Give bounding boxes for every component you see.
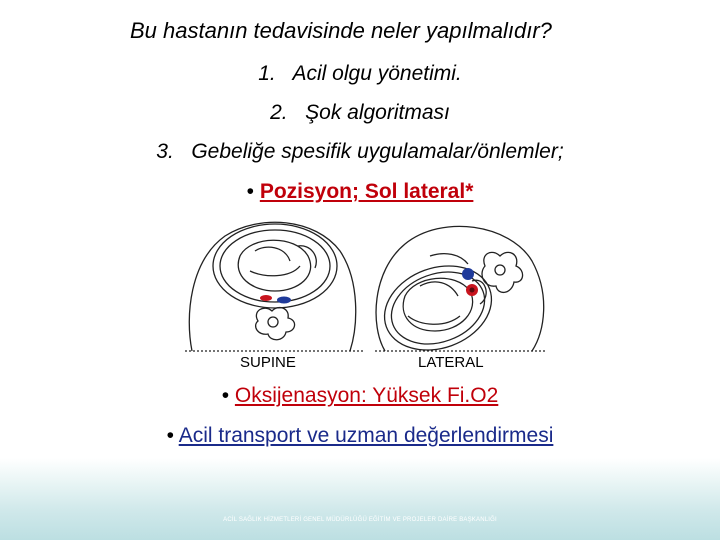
- list-item-1-number: 1.: [258, 62, 276, 85]
- bullet-oxygenation-text: Oksijenasyon: Yüksek Fi.O2: [234, 384, 499, 407]
- list-item-2-number: 2.: [270, 101, 288, 124]
- figure-label-lateral: LATERAL: [418, 354, 484, 371]
- lateral-aorta: [462, 268, 474, 280]
- bullet-symbol: •: [221, 384, 230, 407]
- footer-band: [0, 458, 720, 540]
- supine-body-outline: [189, 222, 355, 351]
- supine-vena-cava: [260, 295, 272, 301]
- list-item-2: [0, 101, 720, 125]
- supine-lateral-illustration: [180, 216, 550, 374]
- list-item-1: [0, 62, 720, 86]
- list-item-3-number: 3.: [156, 140, 174, 163]
- bullet-transport: [0, 424, 720, 448]
- list-item-3: [0, 140, 720, 164]
- supine-spine: [256, 307, 295, 339]
- bullet-symbol: •: [166, 424, 174, 447]
- footer-text: ACİL SAĞLIK HİZMETLERİ GENEL MÜDÜRLÜĞÜ EĞİTİM VE PROJELER DAİRE BAŞKANLIĞI: [223, 517, 497, 523]
- list-item-3-text: Gebeliğe spesifik uygulamalar/önlemler;: [191, 140, 564, 163]
- bullet-oxygenation: [0, 384, 720, 408]
- list-item-2-text: Şok algoritması: [305, 101, 450, 124]
- slide-title: Bu hastanın tedavisinde neler yapılmalıdır?: [130, 18, 552, 43]
- supine-aorta: [277, 297, 291, 304]
- bullet-transport-text: Acil transport ve uzman değerlendirmesi: [178, 424, 554, 447]
- figure-label-supine: SUPINE: [240, 354, 296, 371]
- bullet-position-text: Pozisyon; Sol lateral*: [259, 180, 474, 203]
- supine-uterus: [213, 224, 337, 308]
- list-item-1-text: Acil olgu yönetimi.: [292, 62, 462, 85]
- lateral-body-outline: [376, 226, 544, 351]
- bullet-symbol: •: [246, 180, 254, 203]
- bullet-position: [0, 180, 720, 204]
